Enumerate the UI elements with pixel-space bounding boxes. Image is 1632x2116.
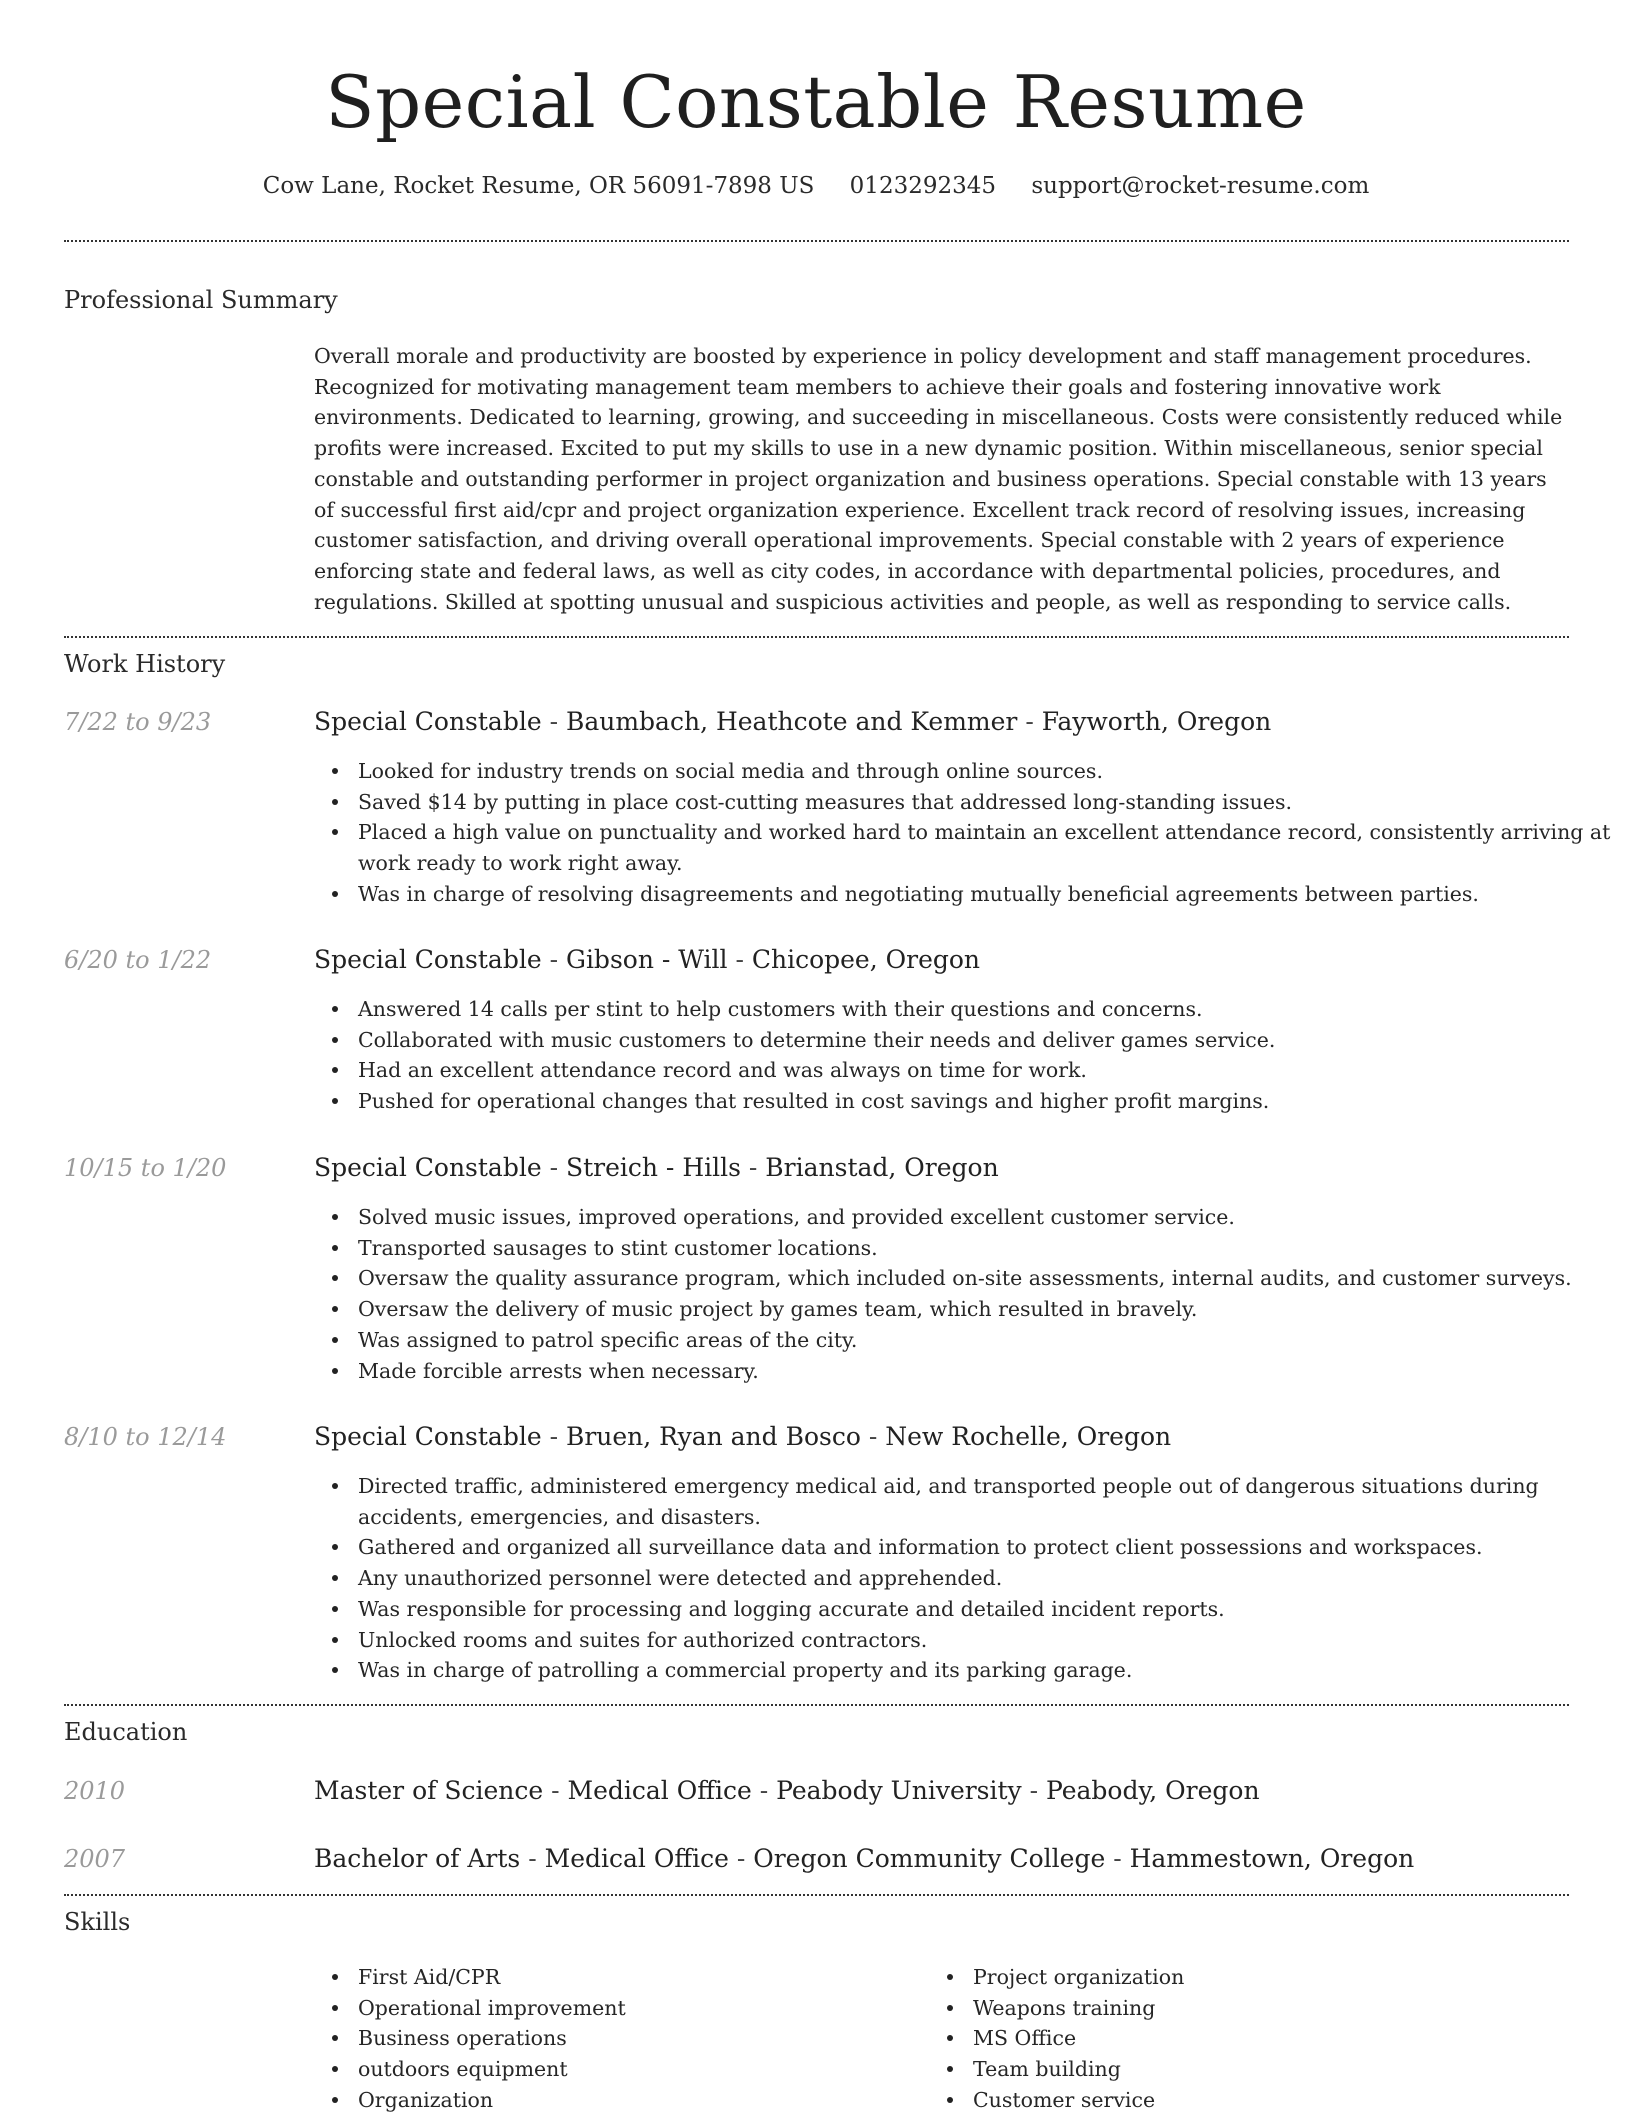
education-heading: [314, 1775, 1569, 1807]
skill-item: Project organization: [973, 1962, 1184, 1993]
job-bullet: Was assigned to patrol specific areas of the city.: [358, 1325, 1613, 1356]
job-separator: -: [860, 1422, 886, 1451]
job-bullet: Collaborated with music customers to determine their needs and deliver games service.: [358, 1025, 1613, 1056]
job-dates: 7/22 to 9/23: [64, 708, 212, 736]
education-separator: -: [520, 1844, 545, 1873]
job-title: Special Constable: [314, 1153, 542, 1182]
contact-email: support@rocket-resume.com: [1031, 173, 1370, 199]
job-separator: -: [541, 707, 566, 736]
job-bullet: Transported sausages to stint customer locations.: [358, 1233, 1613, 1264]
job-separator: -: [541, 1153, 566, 1182]
job-bullet: Directed traffic, administered emergency medical aid, and transported people out of dangerous situations during accidents, emergencies, and disasters.: [358, 1471, 1613, 1532]
job-location: New Rochelle, Oregon: [885, 1422, 1172, 1451]
education-school: Peabody University: [776, 1776, 1022, 1805]
job-bullet: Looked for industry trends on social media and through online sources.: [358, 756, 1613, 787]
job-bullets: [314, 994, 1613, 1117]
job-heading: [314, 1152, 1569, 1184]
job-dates: 8/10 to 12/14: [64, 1423, 227, 1451]
education-separator: -: [728, 1844, 754, 1873]
job-title: Special Constable: [314, 707, 542, 736]
education-degree: Bachelor of Arts: [314, 1844, 521, 1873]
education-degree: Master of Science: [314, 1776, 544, 1805]
skills-list-right: [973, 1962, 1184, 2116]
skill-item: MS Office: [973, 2023, 1184, 2054]
skill-item: Weapons training: [973, 1993, 1184, 2024]
divider: [64, 636, 1569, 638]
education-separator: -: [1021, 1776, 1047, 1805]
job-bullet: Unlocked rooms and suites for authorized contractors.: [358, 1625, 1613, 1656]
job-dates: 10/15 to 1/20: [64, 1154, 227, 1182]
job-bullet: Pushed for operational changes that resulted in cost savings and higher profit margins.: [358, 1086, 1613, 1117]
contact-line: [0, 170, 1632, 202]
job-bullet: Made forcible arrests when necessary.: [358, 1356, 1613, 1387]
section-title-skills: Skills: [64, 1908, 131, 1936]
education-separator: -: [1105, 1844, 1130, 1873]
job-heading: [314, 944, 1569, 976]
divider: [64, 1894, 1569, 1896]
contact-address: Cow Lane, Rocket Resume, OR 56091-7898 US: [262, 173, 815, 199]
skill-item: Operational improvement: [358, 1993, 626, 2024]
skill-item: outdoors equipment: [358, 2054, 626, 2085]
job-bullet: Gathered and organized all surveillance data and information to protect client possessions and workspaces.: [358, 1532, 1613, 1563]
job-location: Brianstad, Oregon: [765, 1153, 999, 1182]
job-bullet: Any unauthorized personnel were detected and apprehended.: [358, 1563, 1613, 1594]
education-location: Peabody, Oregon: [1046, 1776, 1260, 1805]
education-field: Medical Office: [544, 1844, 729, 1873]
job-separator: -: [541, 945, 566, 974]
job-bullet: Oversaw the delivery of music project by games team, which resulted in bravely.: [358, 1294, 1613, 1325]
job-bullet: Saved $14 by putting in place cost-cutting measures that addressed long-standing issues.: [358, 787, 1613, 818]
job-bullets: [314, 756, 1613, 910]
skills-list-left: [358, 1962, 626, 2116]
contact-phone: 0123292345: [849, 173, 997, 199]
job-heading: [314, 706, 1569, 738]
job-company: Gibson - Will: [565, 945, 728, 974]
job-bullets: [314, 1471, 1613, 1686]
education-year: 2007: [64, 1845, 126, 1873]
job-separator: -: [541, 1422, 566, 1451]
skill-item: Customer service: [973, 2085, 1184, 2116]
job-bullet: Was responsible for processing and logging accurate and detailed incident reports.: [358, 1594, 1613, 1625]
section-title-education: Education: [64, 1718, 188, 1746]
job-bullet: Had an excellent attendance record and was always on time for work.: [358, 1055, 1613, 1086]
job-bullet: Was in charge of patrolling a commercial property and its parking garage.: [358, 1655, 1613, 1686]
job-title: Special Constable: [314, 945, 542, 974]
job-title: Special Constable: [314, 1422, 542, 1451]
skill-item: First Aid/CPR: [358, 1962, 626, 1993]
skill-item: Organization: [358, 2085, 626, 2116]
job-dates: 6/20 to 1/22: [64, 946, 212, 974]
job-heading: [314, 1421, 1569, 1453]
job-bullet: Solved music issues, improved operations, and provided excellent customer service.: [358, 1202, 1613, 1233]
job-company: Bruen, Ryan and Bosco: [565, 1422, 861, 1451]
job-bullet: Answered 14 calls per stint to help customers with their questions and concerns.: [358, 994, 1613, 1025]
job-separator: -: [1017, 707, 1042, 736]
education-year: 2010: [64, 1777, 126, 1805]
education-separator: -: [751, 1776, 777, 1805]
section-title-work: Work History: [64, 650, 226, 678]
education-location: Hammestown, Oregon: [1129, 1844, 1415, 1873]
job-location: Fayworth, Oregon: [1041, 707, 1272, 736]
resume-title: Special Constable Resume: [325, 60, 1307, 144]
job-separator: -: [727, 945, 752, 974]
job-company: Streich - Hills: [565, 1153, 741, 1182]
job-bullet: Was in charge of resolving disagreements and negotiating mutually beneficial agreements between parties.: [358, 879, 1613, 910]
section-title-summary: Professional Summary: [64, 286, 338, 314]
education-field: Medical Office: [567, 1776, 752, 1805]
job-bullets: [314, 1202, 1613, 1386]
education-heading: [314, 1843, 1569, 1875]
summary-text: Overall morale and productivity are boosted by experience in policy development and staff management procedures. Recognized for motivating management team members to achieve their goals and fostering innovative work environments. Dedicated to learning, growing, and succeeding in miscellaneous. Costs were consistently reduced while profits were increased. Excited to put my skills to use in a new dynamic position. Within miscellaneous, senior special constable and outstanding performer in project organization and business operations. Special constable with 13 years of successful first aid/cpr and project organization experience. Excellent track record of resolving issues, increasing customer satisfaction, and driving overall operational improvements. Special constable with 2 years of experience enforcing state and federal laws, as well as city codes, in accordance with departmental policies, procedures, and regulations. Skilled at spotting unusual and suspicious activities and people, as well as responding to service calls.: [314, 344, 1563, 614]
job-location: Chicopee, Oregon: [751, 945, 981, 974]
education-school: Oregon Community College: [753, 1844, 1106, 1873]
divider: [64, 240, 1569, 242]
job-company: Baumbach, Heathcote and Kemmer: [565, 707, 1018, 736]
skill-item: Business operations: [358, 2023, 626, 2054]
divider: [64, 1704, 1569, 1706]
job-separator: -: [740, 1153, 766, 1182]
skill-item: Team building: [973, 2054, 1184, 2085]
job-bullet: Placed a high value on punctuality and worked hard to maintain an excellent attendance record, consistently arriving at work ready to work right away.: [358, 817, 1613, 878]
education-separator: -: [543, 1776, 568, 1805]
job-bullet: Oversaw the quality assurance program, which included on-site assessments, internal audits, and customer surveys.: [358, 1263, 1613, 1294]
